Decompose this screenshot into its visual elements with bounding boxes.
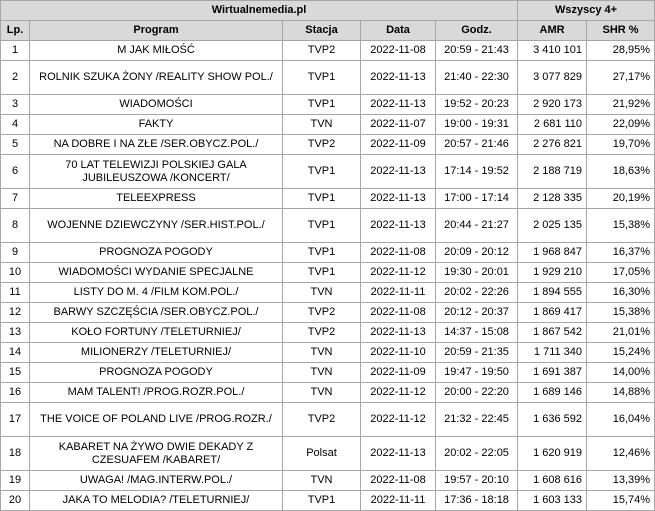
cell-stacja: TVP2	[283, 403, 361, 437]
cell-data: 2022-11-13	[361, 155, 436, 189]
cell-data: 2022-11-13	[361, 189, 436, 209]
table-row	[1, 263, 655, 283]
cell-amr: 2 128 335	[518, 189, 587, 209]
cell-program: THE VOICE OF POLAND LIVE /PROG.ROZR./	[30, 403, 283, 437]
cell-godz: 21:40 - 22:30	[436, 61, 518, 95]
table-row	[1, 95, 655, 115]
cell-stacja: TVP2	[283, 303, 361, 323]
cell-amr: 1 869 417	[518, 303, 587, 323]
cell-stacja: TVN	[283, 363, 361, 383]
cell-shr: 13,39%	[587, 471, 655, 491]
cell-lp: 13	[1, 323, 30, 343]
cell-shr: 16,30%	[587, 283, 655, 303]
cell-shr: 15,38%	[587, 303, 655, 323]
table-row	[1, 363, 655, 383]
cell-program: WIADOMOŚCI	[30, 95, 283, 115]
cell-data: 2022-11-13	[361, 61, 436, 95]
cell-stacja: TVN	[283, 343, 361, 363]
cell-stacja: TVP1	[283, 209, 361, 243]
cell-amr: 1 894 555	[518, 283, 587, 303]
cell-godz: 20:44 - 21:27	[436, 209, 518, 243]
cell-program: 70 LAT TELEWIZJI POLSKIEJ GALA JUBILEUSZOWA /KONCERT/	[30, 155, 283, 189]
cell-program: ROLNIK SZUKA ŻONY /REALITY SHOW POL./	[30, 61, 283, 95]
cell-amr: 1 608 616	[518, 471, 587, 491]
source-title: Wirtualnemedia.pl	[1, 1, 518, 21]
cell-godz: 20:02 - 22:05	[436, 437, 518, 471]
col-header-stacja: Stacja	[283, 21, 361, 41]
cell-lp: 4	[1, 115, 30, 135]
audience-title: Wszyscy 4+	[518, 1, 655, 21]
cell-program: WIADOMOŚCI WYDANIE SPECJALNE	[30, 263, 283, 283]
table-row	[1, 343, 655, 363]
cell-program: KOŁO FORTUNY /TELETURNIEJ/	[30, 323, 283, 343]
cell-stacja: TVN	[283, 471, 361, 491]
cell-lp: 10	[1, 263, 30, 283]
cell-stacja: TVP1	[283, 263, 361, 283]
cell-godz: 19:30 - 20:01	[436, 263, 518, 283]
cell-lp: 11	[1, 283, 30, 303]
table-row	[1, 303, 655, 323]
cell-lp: 1	[1, 41, 30, 61]
cell-data: 2022-11-08	[361, 303, 436, 323]
cell-godz: 14:37 - 15:08	[436, 323, 518, 343]
cell-stacja: TVN	[283, 283, 361, 303]
cell-data: 2022-11-10	[361, 343, 436, 363]
cell-program: BARWY SZCZĘŚCIA /SER.OBYCZ.POL./	[30, 303, 283, 323]
cell-godz: 21:32 - 22:45	[436, 403, 518, 437]
table-row	[1, 189, 655, 209]
table-row	[1, 323, 655, 343]
table-row	[1, 41, 655, 61]
cell-shr: 15,24%	[587, 343, 655, 363]
cell-lp: 9	[1, 243, 30, 263]
cell-shr: 16,37%	[587, 243, 655, 263]
cell-data: 2022-11-11	[361, 283, 436, 303]
cell-stacja: TVP1	[283, 61, 361, 95]
cell-program: LISTY DO M. 4 /FILM KOM.POL./	[30, 283, 283, 303]
cell-data: 2022-11-08	[361, 243, 436, 263]
cell-lp: 7	[1, 189, 30, 209]
cell-data: 2022-11-09	[361, 363, 436, 383]
cell-shr: 20,19%	[587, 189, 655, 209]
cell-godz: 17:36 - 18:18	[436, 491, 518, 511]
cell-data: 2022-11-13	[361, 437, 436, 471]
cell-stacja: TVP1	[283, 95, 361, 115]
cell-data: 2022-11-11	[361, 491, 436, 511]
cell-lp: 3	[1, 95, 30, 115]
cell-program: M JAK MIŁOŚĆ	[30, 41, 283, 61]
cell-amr: 1 691 387	[518, 363, 587, 383]
cell-program: WOJENNE DZIEWCZYNY /SER.HIST.POL./	[30, 209, 283, 243]
header-group-row	[1, 1, 655, 21]
cell-lp: 2	[1, 61, 30, 95]
table-row	[1, 61, 655, 95]
cell-amr: 1 603 133	[518, 491, 587, 511]
cell-stacja: TVP1	[283, 189, 361, 209]
cell-shr: 21,92%	[587, 95, 655, 115]
cell-stacja: Polsat	[283, 437, 361, 471]
cell-program: PROGNOZA POGODY	[30, 243, 283, 263]
cell-godz: 19:00 - 19:31	[436, 115, 518, 135]
table-row	[1, 135, 655, 155]
cell-shr: 14,00%	[587, 363, 655, 383]
cell-program: MAM TALENT! /PROG.ROZR.POL./	[30, 383, 283, 403]
table-row	[1, 115, 655, 135]
cell-godz: 20:12 - 20:37	[436, 303, 518, 323]
cell-shr: 16,04%	[587, 403, 655, 437]
cell-godz: 20:09 - 20:12	[436, 243, 518, 263]
cell-lp: 6	[1, 155, 30, 189]
col-header-amr: AMR	[518, 21, 587, 41]
cell-data: 2022-11-12	[361, 383, 436, 403]
cell-shr: 14,88%	[587, 383, 655, 403]
cell-lp: 18	[1, 437, 30, 471]
cell-lp: 5	[1, 135, 30, 155]
table-row	[1, 209, 655, 243]
header-columns-row	[1, 21, 655, 41]
cell-lp: 17	[1, 403, 30, 437]
cell-godz: 17:14 - 19:52	[436, 155, 518, 189]
cell-amr: 1 867 542	[518, 323, 587, 343]
cell-stacja: TVP2	[283, 41, 361, 61]
cell-lp: 19	[1, 471, 30, 491]
table-row	[1, 403, 655, 437]
cell-godz: 19:47 - 19:50	[436, 363, 518, 383]
table-row	[1, 471, 655, 491]
cell-program: UWAGA! /MAG.INTERW.POL./	[30, 471, 283, 491]
cell-lp: 16	[1, 383, 30, 403]
cell-amr: 1 968 847	[518, 243, 587, 263]
col-header-data: Data	[361, 21, 436, 41]
cell-program: MILIONERZY /TELETURNIEJ/	[30, 343, 283, 363]
cell-amr: 3 077 829	[518, 61, 587, 95]
cell-shr: 28,95%	[587, 41, 655, 61]
cell-shr: 19,70%	[587, 135, 655, 155]
table-body	[1, 41, 655, 511]
table-row	[1, 283, 655, 303]
cell-godz: 20:57 - 21:46	[436, 135, 518, 155]
cell-amr: 2 920 173	[518, 95, 587, 115]
table-row	[1, 437, 655, 471]
cell-amr: 3 410 101	[518, 41, 587, 61]
cell-godz: 20:00 - 22:20	[436, 383, 518, 403]
cell-shr: 15,74%	[587, 491, 655, 511]
table-row	[1, 155, 655, 189]
cell-godz: 19:57 - 20:10	[436, 471, 518, 491]
cell-amr: 2 025 135	[518, 209, 587, 243]
cell-data: 2022-11-13	[361, 95, 436, 115]
cell-godz: 20:02 - 22:26	[436, 283, 518, 303]
cell-program: PROGNOZA POGODY	[30, 363, 283, 383]
cell-program: FAKTY	[30, 115, 283, 135]
cell-godz: 20:59 - 21:35	[436, 343, 518, 363]
cell-lp: 8	[1, 209, 30, 243]
cell-shr: 15,38%	[587, 209, 655, 243]
cell-data: 2022-11-07	[361, 115, 436, 135]
cell-stacja: TVP1	[283, 491, 361, 511]
cell-amr: 1 929 210	[518, 263, 587, 283]
table-row	[1, 383, 655, 403]
col-header-shr: SHR %	[587, 21, 655, 41]
cell-stacja: TVP2	[283, 323, 361, 343]
cell-lp: 20	[1, 491, 30, 511]
cell-data: 2022-11-08	[361, 41, 436, 61]
cell-shr: 18,63%	[587, 155, 655, 189]
col-header-lp: Lp.	[1, 21, 30, 41]
cell-amr: 1 711 340	[518, 343, 587, 363]
cell-shr: 22,09%	[587, 115, 655, 135]
cell-lp: 14	[1, 343, 30, 363]
cell-godz: 19:52 - 20:23	[436, 95, 518, 115]
cell-program: JAKA TO MELODIA? /TELETURNIEJ/	[30, 491, 283, 511]
cell-stacja: TVP1	[283, 243, 361, 263]
cell-stacja: TVP2	[283, 135, 361, 155]
cell-shr: 17,05%	[587, 263, 655, 283]
cell-data: 2022-11-12	[361, 403, 436, 437]
cell-amr: 2 276 821	[518, 135, 587, 155]
cell-godz: 17:00 - 17:14	[436, 189, 518, 209]
cell-amr: 2 188 719	[518, 155, 587, 189]
cell-program: KABARET NA ŻYWO DWIE DEKADY Z CZESUAFEM /KABARET/	[30, 437, 283, 471]
cell-lp: 12	[1, 303, 30, 323]
col-header-godz: Godz.	[436, 21, 518, 41]
cell-amr: 1 620 919	[518, 437, 587, 471]
table-row	[1, 243, 655, 263]
cell-shr: 21,01%	[587, 323, 655, 343]
cell-data: 2022-11-13	[361, 323, 436, 343]
cell-stacja: TVN	[283, 383, 361, 403]
cell-data: 2022-11-09	[361, 135, 436, 155]
cell-amr: 1 636 592	[518, 403, 587, 437]
cell-data: 2022-11-12	[361, 263, 436, 283]
cell-shr: 27,17%	[587, 61, 655, 95]
cell-stacja: TVN	[283, 115, 361, 135]
cell-data: 2022-11-13	[361, 209, 436, 243]
cell-lp: 15	[1, 363, 30, 383]
col-header-program: Program	[30, 21, 283, 41]
cell-amr: 1 689 146	[518, 383, 587, 403]
cell-data: 2022-11-08	[361, 471, 436, 491]
cell-stacja: TVP1	[283, 155, 361, 189]
cell-program: NA DOBRE I NA ZŁE /SER.OBYCZ.POL./	[30, 135, 283, 155]
cell-program: TELEEXPRESS	[30, 189, 283, 209]
cell-amr: 2 681 110	[518, 115, 587, 135]
cell-shr: 12,46%	[587, 437, 655, 471]
cell-godz: 20:59 - 21:43	[436, 41, 518, 61]
